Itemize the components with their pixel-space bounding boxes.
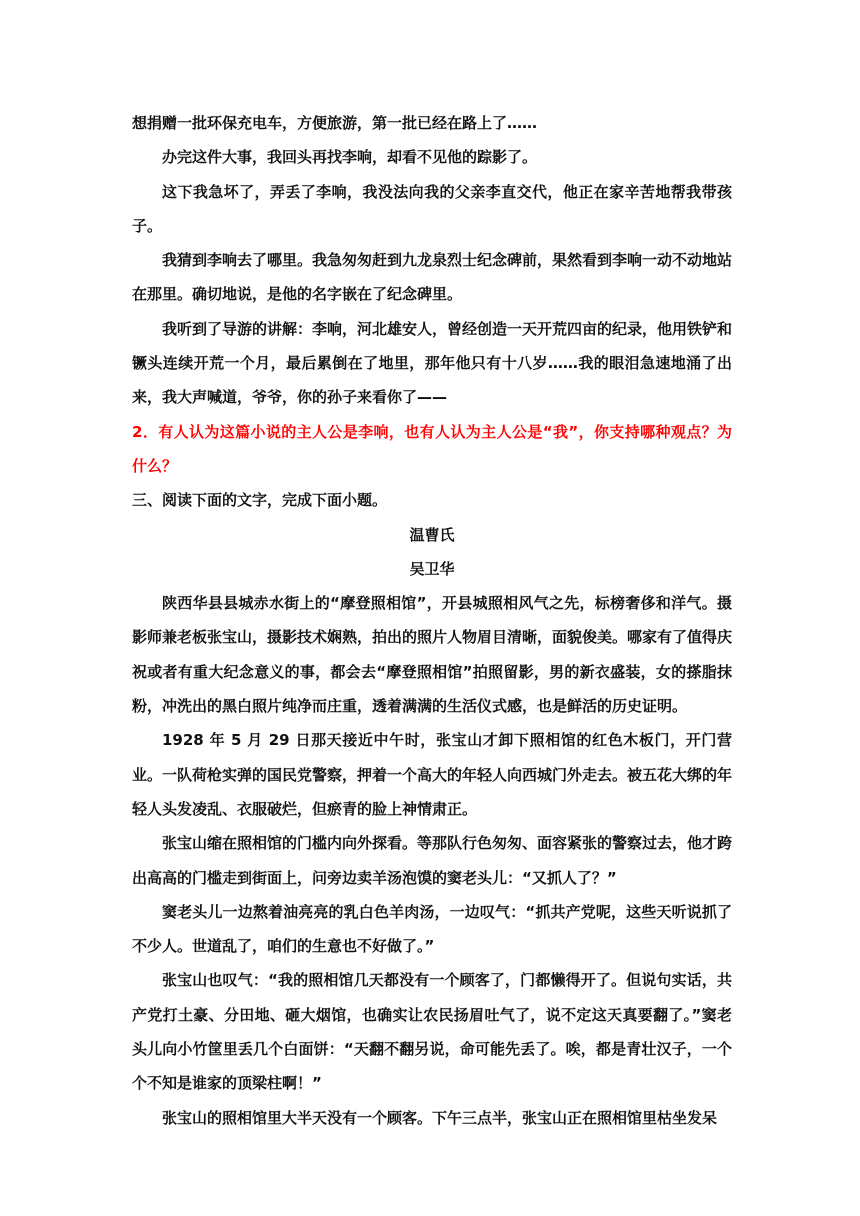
section-heading: 三、阅读下面的文字，完成下面小题。 [132,491,388,510]
story-title: 温曹氏 [409,525,455,544]
question-prompt: 2．有人认为这篇小说的主人公是李响，也有人认为主人公是“我”，你支持哪种观点？为什么？ [132,422,732,475]
paragraph: 窦老头儿一边熬着油亮亮的乳白色羊肉汤，一边叹气：“抓共产党呢，这些天听说抓了不少人。世道乱了，咱们的生意也不好做了。” [132,902,732,956]
paragraph: 1928 年 5 月 29 日那天接近中午时，张宝山才卸下照相馆的红色木板门，开门营业。一队荷枪实弹的国民党警察，押着一个高大的年轻人向西城门外走去。被五花大绑的年轻人头发凌乱、衣服破烂，但瘀青的脸上神情肃正。 [132,731,733,818]
document-body [132,106,732,1135]
paragraph: 张宝山也叹气：“我的照相馆几天都没有一个顾客了，门都懒得开了。但说句实话，共产党打土豪、分田地、砸大烟馆，也确实让农民扬眉吐气了，说不定这天真要翻了。”窦老头儿向小竹筐里丢几个白面饼：“天翻不翻另说，命可能先丢了。唉，都是青壮汉子，一个个不知是谁家的顶梁柱啊！” [132,971,732,1093]
paragraph: 办完这件大事，我回头再找李响，却看不见他的踪影了。 [162,148,538,167]
paragraph: 张宝山缩在照相馆的门槛内向外探看。等那队行色匆匆、面容紧张的警察过去，他才跨出高高的门槛走到街面上，问旁边卖羊汤泡馍的窦老头儿：“又抓人了？” [132,834,733,887]
paragraph: 我猜到李响去了哪里。我急匆匆赶到九龙泉烈士纪念碑前，果然看到李响一动不动地站在那里。确切地说，是他的名字嵌在了纪念碑里。 [132,251,733,304]
paragraph: 陕西华县县城赤水街上的“摩登照相馆”，开县城照相风气之先，标榜奢侈和洋气。摄影师兼老板张宝山，摄影技术娴熟，拍出的照片人物眉目清晰，面貌俊美。哪家有了值得庆祝或者有重大纪念意义的事，都会去“摩登照相馆”拍照留影，男的新衣盛装，女的搽脂抹粉，冲洗出的黑白照片纯净而庄重，透着满满的生活仪式感，也是鲜活的历史证明。 [132,594,733,716]
paragraph: 想捐赠一批环保充电车，方便旅游，第一批已经在路上了…… [132,114,538,132]
paragraph: 张宝山的照相馆里大半天没有一个顾客。下午三点半，张宝山正在照相馆里枯坐发呆 [162,1108,718,1127]
paragraph: 我听到了导游的讲解：李响，河北雄安人，曾经创造一天开荒四亩的纪录，他用铁铲和镢头连续开荒一个月，最后累倒在了地里，那年他只有十八岁……我的眼泪急速地涌了出来，我大声喊道，爷爷，你的孙子来看你了—— [132,319,733,407]
story-author: 吴卫华 [409,559,455,578]
paragraph: 这下我急坏了，弄丢了李响，我没法向我的父亲李直交代，他正在家辛苦地帮我带孩子。 [132,182,732,235]
